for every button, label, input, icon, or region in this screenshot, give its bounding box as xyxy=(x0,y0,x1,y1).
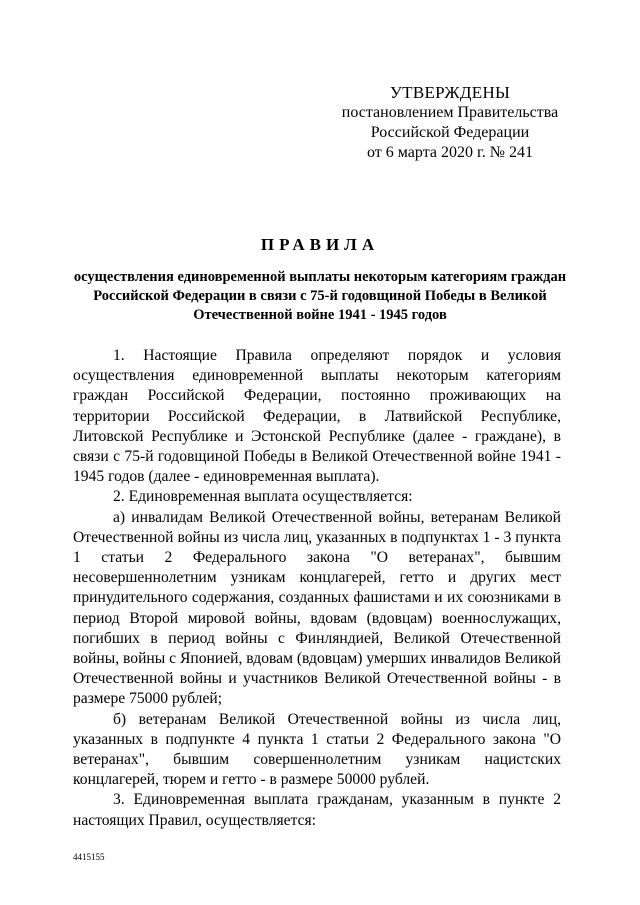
paragraph-1: 1. Настоящие Правила определяют порядок и условия осуществления единовременной выплаты некоторым категориям граждан Российской Федерации, постоянно проживающих на территории Российской Федерации, в Латвийской Республике, Литовской Республике и Эстонской Республике (далее - граждане), в связи с 75-й годовщиной Победы в Великой Отечественной войне 1941 - 1945 годов (далее - единовременная выплата). xyxy=(73,347,561,486)
approval-line-2: Российской Федерации xyxy=(370,124,530,141)
document-heading xyxy=(70,234,570,325)
approval-line-3: от 6 марта 2020 г. № 241 xyxy=(367,144,533,161)
document-title: ПРАВИЛА xyxy=(260,235,380,254)
paragraph-2: 2. Единовременная выплата осуществляется: xyxy=(113,488,413,506)
paragraph-2a: а) инвалидам Великой Отечественной войны, ветеранам Великой Отечественной войны из числа лиц, указанных в подпунктах 1 - 3 пункта 1 статьи 2 Федерального закона "О ветеранах", бывшим несовершеннолетним узникам концлагерей, гетто и других мест принудительного содержания, созданных фашистами и их союзниками в период Второй мировой войны, вдовам (вдовцам) военнослужащих, погибших в период войны с Финляндией, Великой Отечественной войны, войны с Японией, вдовам (вдовцам) умерших инвалидов Великой Отечественной войны и участников Великой Отечественной войны - в размере 75000 рублей; xyxy=(73,508,561,708)
document-code: 4415155 xyxy=(73,852,105,862)
document-subtitle: осуществления единовременной выплаты некоторым категориям граждан Российской Федерации в связи с 75-й годовщиной Победы в Великой Отечественной войне 1941 - 1945 годов xyxy=(73,269,567,323)
document-body xyxy=(73,346,561,831)
approval-line-1: постановлением Правительства xyxy=(341,104,559,121)
paragraph-2b: б) ветеранам Великой Отечественной войны из числа лиц, указанных в подпункте 4 пункта 1 статьи 2 Федерального закона "О ветеранах", бывшим совершеннолетним узникам нацистских концлагерей, тюрем и гетто - в размере 50000 рублей. xyxy=(73,710,561,789)
paragraph-3: 3. Единовременная выплата гражданам, указанным в пункте 2 настоящих Правил, осуществляется: xyxy=(73,791,561,829)
approval-title: УТВЕРЖДЕНЫ xyxy=(389,83,511,102)
approval-stamp xyxy=(320,83,580,163)
